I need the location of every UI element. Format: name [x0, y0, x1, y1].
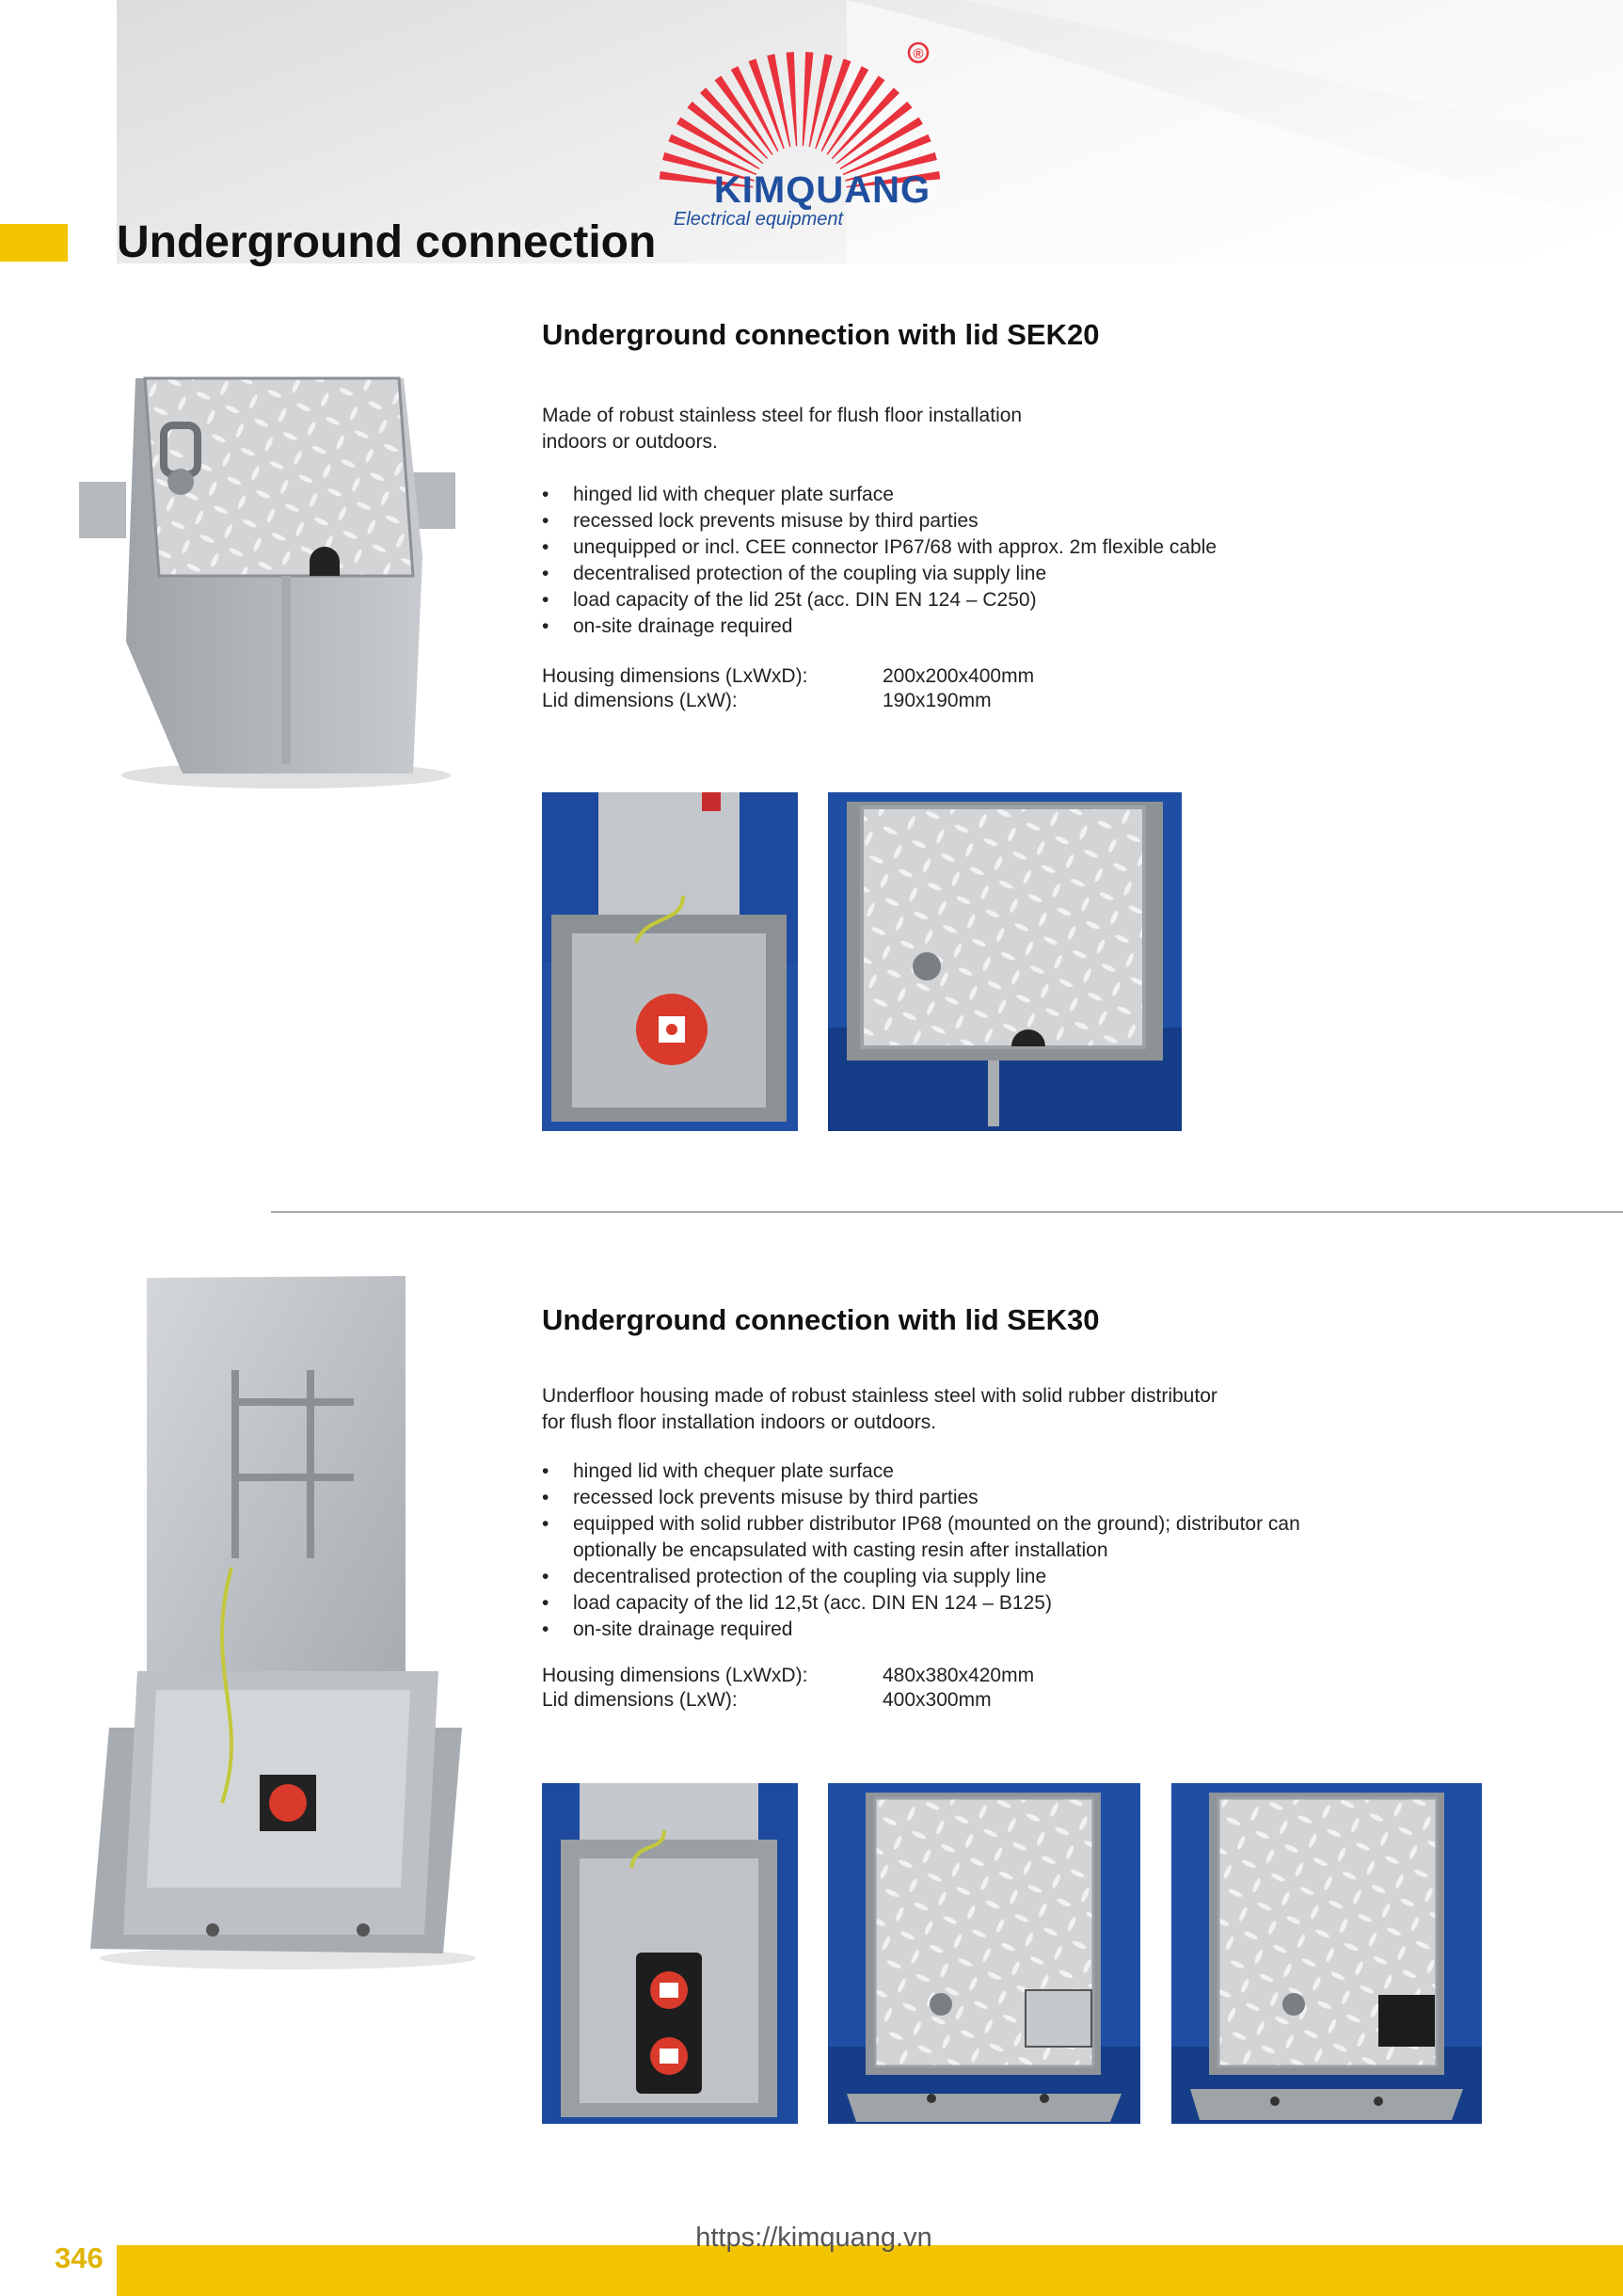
sek30-title: Underground connection with lid SEK30: [542, 1303, 1100, 1336]
sek30-description: [542, 1383, 1426, 1436]
feature-item: • decentralised protection of the coupling via supply line: [542, 1564, 1520, 1590]
feature-item: • load capacity of the lid 12,5t (acc. DIN EN 124 – B125): [542, 1590, 1520, 1617]
feature-item: • recessed lock prevents misuse by third parties: [542, 508, 1483, 534]
sek20-dimensions: [542, 664, 1034, 713]
sek30-closed-photo-side: [1171, 1783, 1482, 2124]
feature-item: • decentralised protection of the coupling via supply line: [542, 561, 1483, 587]
dimension-label: Lid dimensions (LxW):: [542, 1689, 738, 1711]
dimension-value: 200x200x400mm: [883, 665, 1035, 687]
logo-tagline: Electrical equipment: [674, 209, 844, 230]
page-title: Underground connection: [117, 217, 657, 267]
sek20-product-photo: [70, 359, 484, 792]
feature-item: • on-site drainage required: [542, 1617, 1520, 1643]
sek30-dimensions: [542, 1664, 1034, 1713]
sek20-feature-list: [542, 482, 1483, 640]
dimension-value: 190x190mm: [883, 690, 992, 711]
feature-item: • on-site drainage required: [542, 614, 1483, 640]
section-divider: [271, 1211, 1623, 1213]
sek20-title: Underground connection with lid SEK20: [542, 318, 1100, 351]
dimension-value: 400x300mm: [883, 1689, 992, 1711]
sek30-feature-list: [542, 1459, 1520, 1643]
feature-item: • load capacity of the lid 25t (acc. DIN EN 124 – C250): [542, 587, 1483, 614]
dimension-label: Lid dimensions (LxW):: [542, 690, 738, 711]
sek20-description: [542, 403, 1389, 455]
sek20-open-photo: [542, 792, 798, 1131]
feature-item: • recessed lock prevents misuse by third parties: [542, 1485, 1520, 1511]
feature-item: • hinged lid with chequer plate surface: [542, 482, 1483, 508]
sek20-intro-line: indoors or outdoors.: [542, 431, 718, 453]
section-tab-marker: [0, 224, 68, 262]
sek30-closed-photo-front: [828, 1783, 1140, 2124]
logo-wordmark: KIMQUANG: [713, 169, 931, 211]
dimension-label: Housing dimensions (LxWxD):: [542, 1665, 808, 1686]
sek30-product-photo: [81, 1276, 491, 1972]
website-link[interactable]: https://kimquang.vn: [695, 2223, 932, 2253]
dimension-value: 480x380x420mm: [883, 1665, 1035, 1686]
sek20-intro-line: Made of robust stainless steel for flush floor installation: [542, 405, 1023, 426]
sek30-intro-line: for flush floor installation indoors or outdoors.: [542, 1411, 937, 1433]
feature-item: • hinged lid with chequer plate surface: [542, 1459, 1520, 1485]
page-number: 346: [55, 2241, 103, 2274]
sek30-intro-line: Underfloor housing made of robust stainless steel with solid rubber distributor: [542, 1385, 1217, 1407]
feature-item: • equipped with solid rubber distributor IP68 (mounted on the ground); distributor can optionally be encapsulated with casting resin after installation: [542, 1511, 1354, 1564]
sek20-closed-photo: [828, 792, 1182, 1131]
sek30-open-photo: [542, 1783, 798, 2124]
dimension-label: Housing dimensions (LxWxD):: [542, 665, 808, 687]
feature-item: • unequipped or incl. CEE connector IP67/68 with approx. 2m flexible cable: [542, 534, 1483, 561]
registered-mark: ®: [913, 46, 924, 62]
